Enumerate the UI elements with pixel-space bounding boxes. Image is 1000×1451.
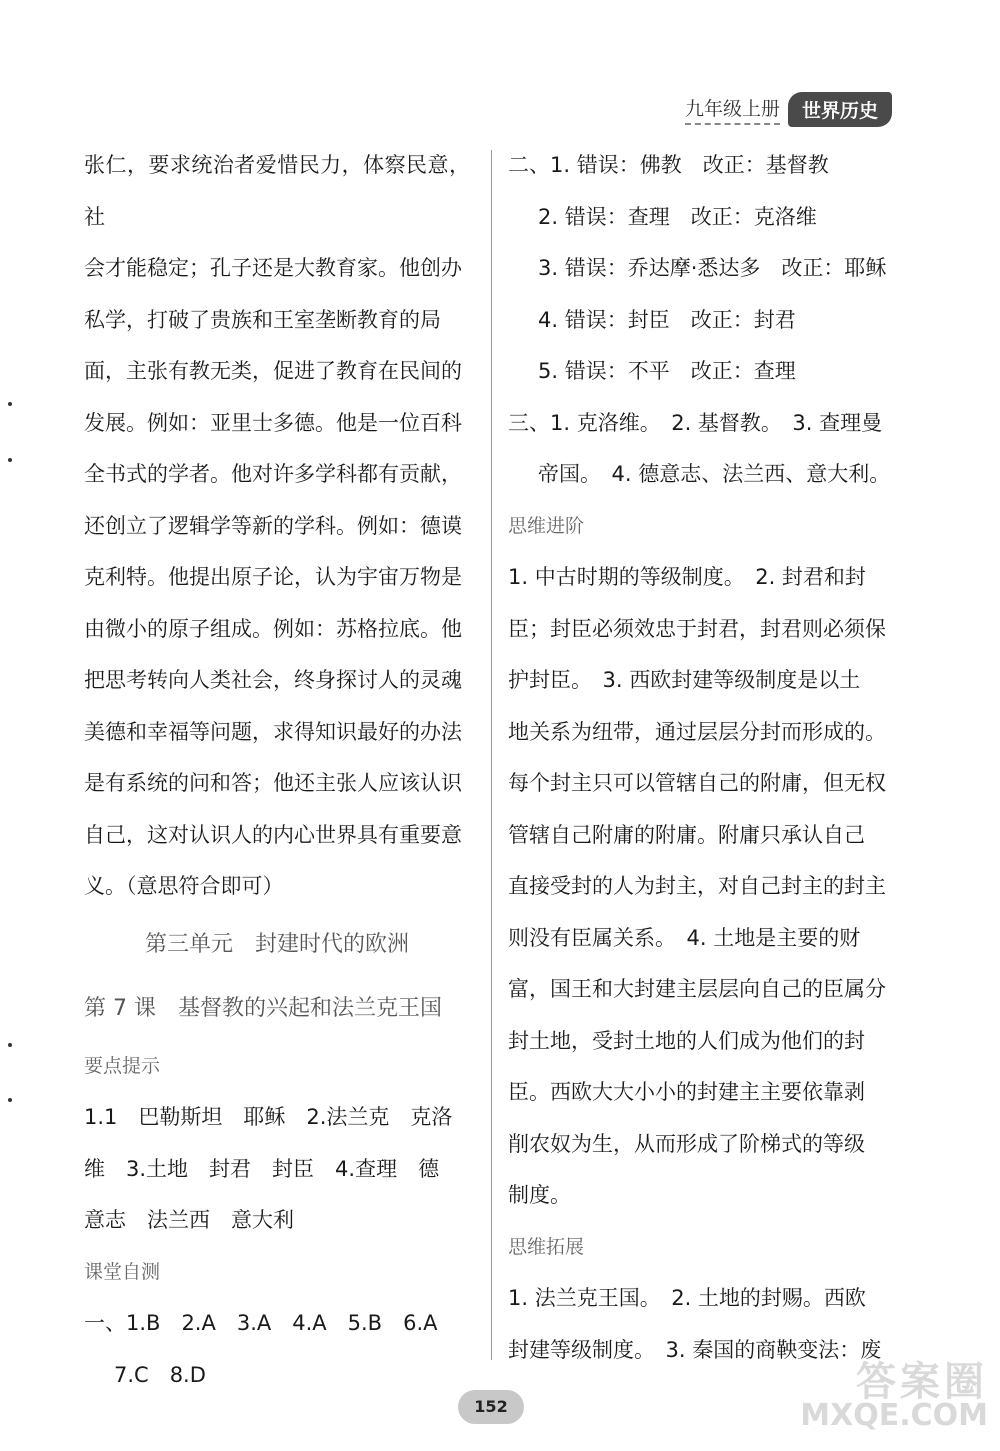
text-line: 削农奴为生，从而形成了阶梯式的等级 bbox=[508, 1131, 865, 1156]
answer-line: 7.C 8.D bbox=[114, 1362, 206, 1387]
page-number: 152 bbox=[458, 1390, 524, 1424]
text-line: 直接受封的人为封主，对自己封主的封主 bbox=[508, 874, 886, 898]
text-line: 全书式的学者。他对许多学科都有贡献， bbox=[84, 462, 462, 486]
text-line: 发展。例如：亚里士多德。他是一位百科 bbox=[84, 410, 462, 435]
margin-dot bbox=[8, 458, 12, 462]
text-line: 由微小的原子组成。例如：苏格拉底。他 bbox=[84, 616, 462, 641]
text-line: 面，主张有教无类，促进了教育在民间的 bbox=[84, 359, 462, 383]
text-line: 会才能稳定；孔子还是大教育家。他创办 bbox=[84, 256, 462, 280]
answer-line: 一、1.B 2.A 3.A 4.A 5.B 6.A bbox=[84, 1311, 438, 1335]
grade-label: 九年级上册 bbox=[685, 94, 780, 125]
text-line: 义。（意思符合即可） bbox=[84, 874, 284, 898]
text-line: 把思考转向人类社会，终身探讨人的灵魂 bbox=[84, 668, 462, 692]
page-header bbox=[685, 92, 892, 127]
text-line: 还创立了逻辑学等新的学科。例如：德谟 bbox=[84, 513, 462, 538]
text-line: 克利特。他提出原子论，认为宇宙万物是 bbox=[84, 565, 462, 589]
text-line: 臣；封臣必须效忠于封君，封君则必须保 bbox=[508, 616, 886, 641]
text-line: 1. 法兰克王国。 2. 土地的封赐。西欧 bbox=[508, 1286, 866, 1310]
section-label-key-points: 要点提示 bbox=[84, 1054, 161, 1077]
text-line: 张仁，要求统治者爱惜民力，体察民意，社 bbox=[84, 153, 470, 229]
text-line: 管辖自己附庸的附庸。附庸只承认自己 bbox=[508, 822, 865, 847]
text-line: 美德和幸福等问题，求得知识最好的办法 bbox=[84, 719, 462, 744]
watermark-line: 答案圈 bbox=[856, 1359, 988, 1405]
text-line: 富，国王和大封建主层层向自己的臣属分 bbox=[508, 977, 886, 1001]
column-divider bbox=[491, 150, 492, 1360]
lesson-title: 第 7 课 基督教的兴起和法兰克王国 bbox=[84, 995, 442, 1021]
subject-badge: 世界历史 bbox=[788, 92, 892, 127]
answer-line: 意志 法兰西 意大利 bbox=[84, 1208, 294, 1232]
answer-line: 三、1. 克洛维。 2. 基督教。 3. 查理曼 bbox=[508, 410, 883, 435]
section-label-self-test: 课堂自测 bbox=[84, 1260, 161, 1283]
right-column bbox=[508, 140, 900, 1376]
answer-line: 4. 错误：封臣 改正：封君 bbox=[538, 307, 796, 332]
answer-line: 2. 错误：查理 改正：克洛维 bbox=[538, 204, 817, 229]
margin-dot bbox=[8, 1043, 12, 1047]
text-line: 地关系为纽带，通过层层分封而形成的。 bbox=[508, 719, 886, 744]
text-line: 制度。 bbox=[508, 1183, 571, 1207]
text-line: 封土地，受封土地的人们成为他们的封 bbox=[508, 1028, 865, 1053]
section-label-thinking-expand: 思维拓展 bbox=[508, 1235, 585, 1258]
unit-title: 第三单元 封建时代的欧洲 bbox=[144, 931, 409, 957]
text-line: 自己，这对认识人的内心世界具有重要意 bbox=[84, 822, 462, 847]
text-line: 1. 中古时期的等级制度。 2. 封君和封 bbox=[508, 565, 866, 589]
watermark bbox=[800, 1359, 988, 1433]
text-line: 私学，打破了贵族和王室垄断教育的局 bbox=[84, 307, 441, 332]
text-line: 每个封主只可以管辖自己的附庸，但无权 bbox=[508, 771, 886, 795]
left-column bbox=[84, 140, 470, 1401]
answer-line: 3. 错误：乔达摩·悉达多 改正：耶稣 bbox=[538, 256, 887, 280]
answer-line: 帝国。 4. 德意志、法兰西、意大利。 bbox=[538, 462, 891, 486]
text-line: 则没有臣属关系。 4. 土地是主要的财 bbox=[508, 925, 861, 950]
answer-line: 维 3.土地 封君 封臣 4.查理 德 bbox=[84, 1156, 440, 1181]
margin-dot bbox=[8, 402, 12, 406]
text-line: 是有系统的问和答；他还主张人应该认识 bbox=[84, 771, 462, 795]
text-line: 护封臣。 3. 西欧封建等级制度是以土 bbox=[508, 668, 861, 692]
margin-dot bbox=[8, 1098, 12, 1102]
answer-line: 1.1 巴勒斯坦 耶稣 2.法兰克 克洛 bbox=[84, 1105, 453, 1129]
watermark-line: MXQE.COM bbox=[800, 1398, 988, 1433]
text-line: 封建等级制度。 3. 秦国的商鞅变法：废 bbox=[508, 1337, 882, 1362]
answer-line: 5. 错误：不平 改正：查理 bbox=[538, 359, 796, 383]
answer-line: 二、1. 错误：佛教 改正：基督教 bbox=[508, 153, 829, 177]
section-label-thinking-advance: 思维进阶 bbox=[508, 514, 585, 537]
text-line: 臣。西欧大大小小的封建主主要依靠剥 bbox=[508, 1080, 865, 1104]
